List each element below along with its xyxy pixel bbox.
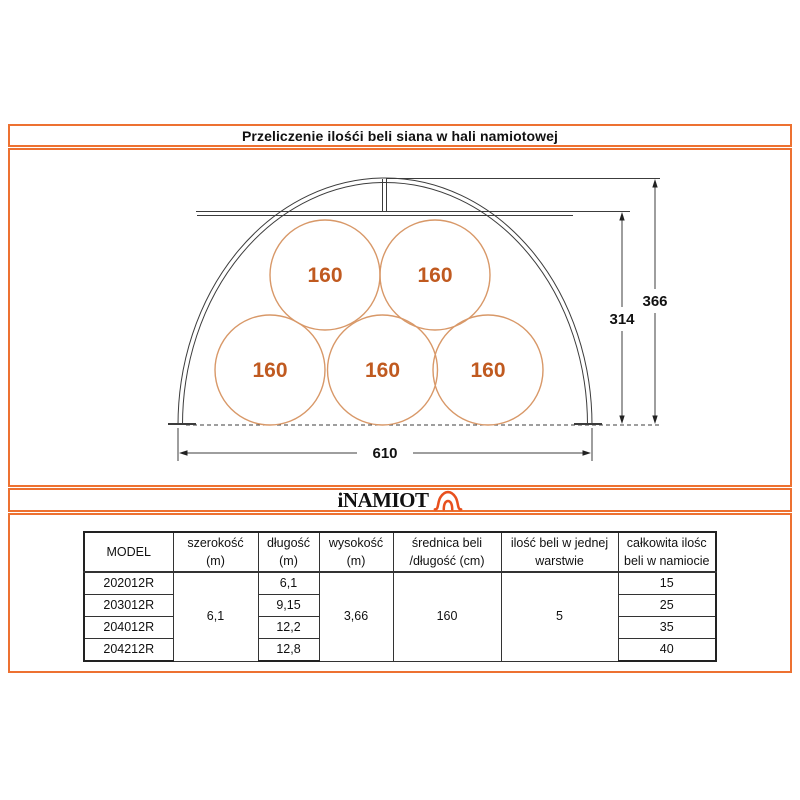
logo-band	[8, 488, 792, 512]
total-cell: 25	[618, 595, 716, 617]
model-cell: 204212R	[84, 639, 173, 662]
table-row	[84, 572, 716, 595]
tent-cross-section-diagram	[10, 150, 790, 485]
spec-table	[83, 531, 717, 662]
model-cell: 203012R	[84, 595, 173, 617]
bale-diameter-label: 160	[470, 359, 506, 382]
bale-diameter-label: 160	[364, 359, 401, 382]
title-bar	[8, 124, 792, 147]
header-wysokosc: wysokość (m)	[319, 532, 393, 572]
total-cell: 15	[618, 572, 716, 595]
srednica-cell: 160	[393, 572, 501, 661]
dim-width-label: 610	[372, 445, 398, 462]
dimension-labels	[372, 293, 667, 462]
wysokosc-cell: 3,66	[319, 572, 393, 661]
model-cell: 202012R	[84, 572, 173, 595]
model-cell: 204012R	[84, 617, 173, 639]
total-cell: 40	[618, 639, 716, 662]
page-title: Przeliczenie ilośći beli siana w hali namiotowej	[241, 127, 558, 144]
bale-diameter-label: 160	[307, 264, 343, 287]
tent-icon	[433, 489, 463, 512]
header-calkowita: całkowita ilośc beli w namiocie	[618, 532, 716, 572]
dlugosc-cell: 12,8	[258, 639, 319, 662]
warstwa-cell: 5	[501, 572, 618, 661]
bale-diameter-label: 160	[417, 264, 453, 287]
header-szerokosc: szerokość (m)	[173, 532, 258, 572]
szerokosc-cell: 6,1	[173, 572, 258, 661]
dimension-arrowheads	[179, 179, 658, 456]
tent-structure	[168, 178, 660, 461]
header-srednica: średnica beli /długość (cm)	[393, 532, 501, 572]
header-model: MODEL	[84, 532, 173, 572]
dim-total-height-label: 366	[642, 293, 668, 310]
hay-bales	[215, 220, 543, 425]
brand-name: iNAMIOT	[337, 488, 429, 512]
dlugosc-cell: 9,15	[258, 595, 319, 617]
bale-diameter-label: 160	[252, 359, 288, 382]
center-strut	[383, 179, 387, 211]
diagram-panel	[8, 148, 792, 487]
header-dlugosc: długość (m)	[258, 532, 319, 572]
dlugosc-cell: 6,1	[258, 572, 319, 595]
total-cell: 35	[618, 617, 716, 639]
tent-arch-inner	[183, 183, 588, 426]
header-warstwa: ilość beli w jednej warstwie	[501, 532, 618, 572]
dlugosc-cell: 12,2	[258, 617, 319, 639]
table-header-row	[84, 532, 716, 572]
dim-side-height-label: 314	[609, 311, 635, 328]
